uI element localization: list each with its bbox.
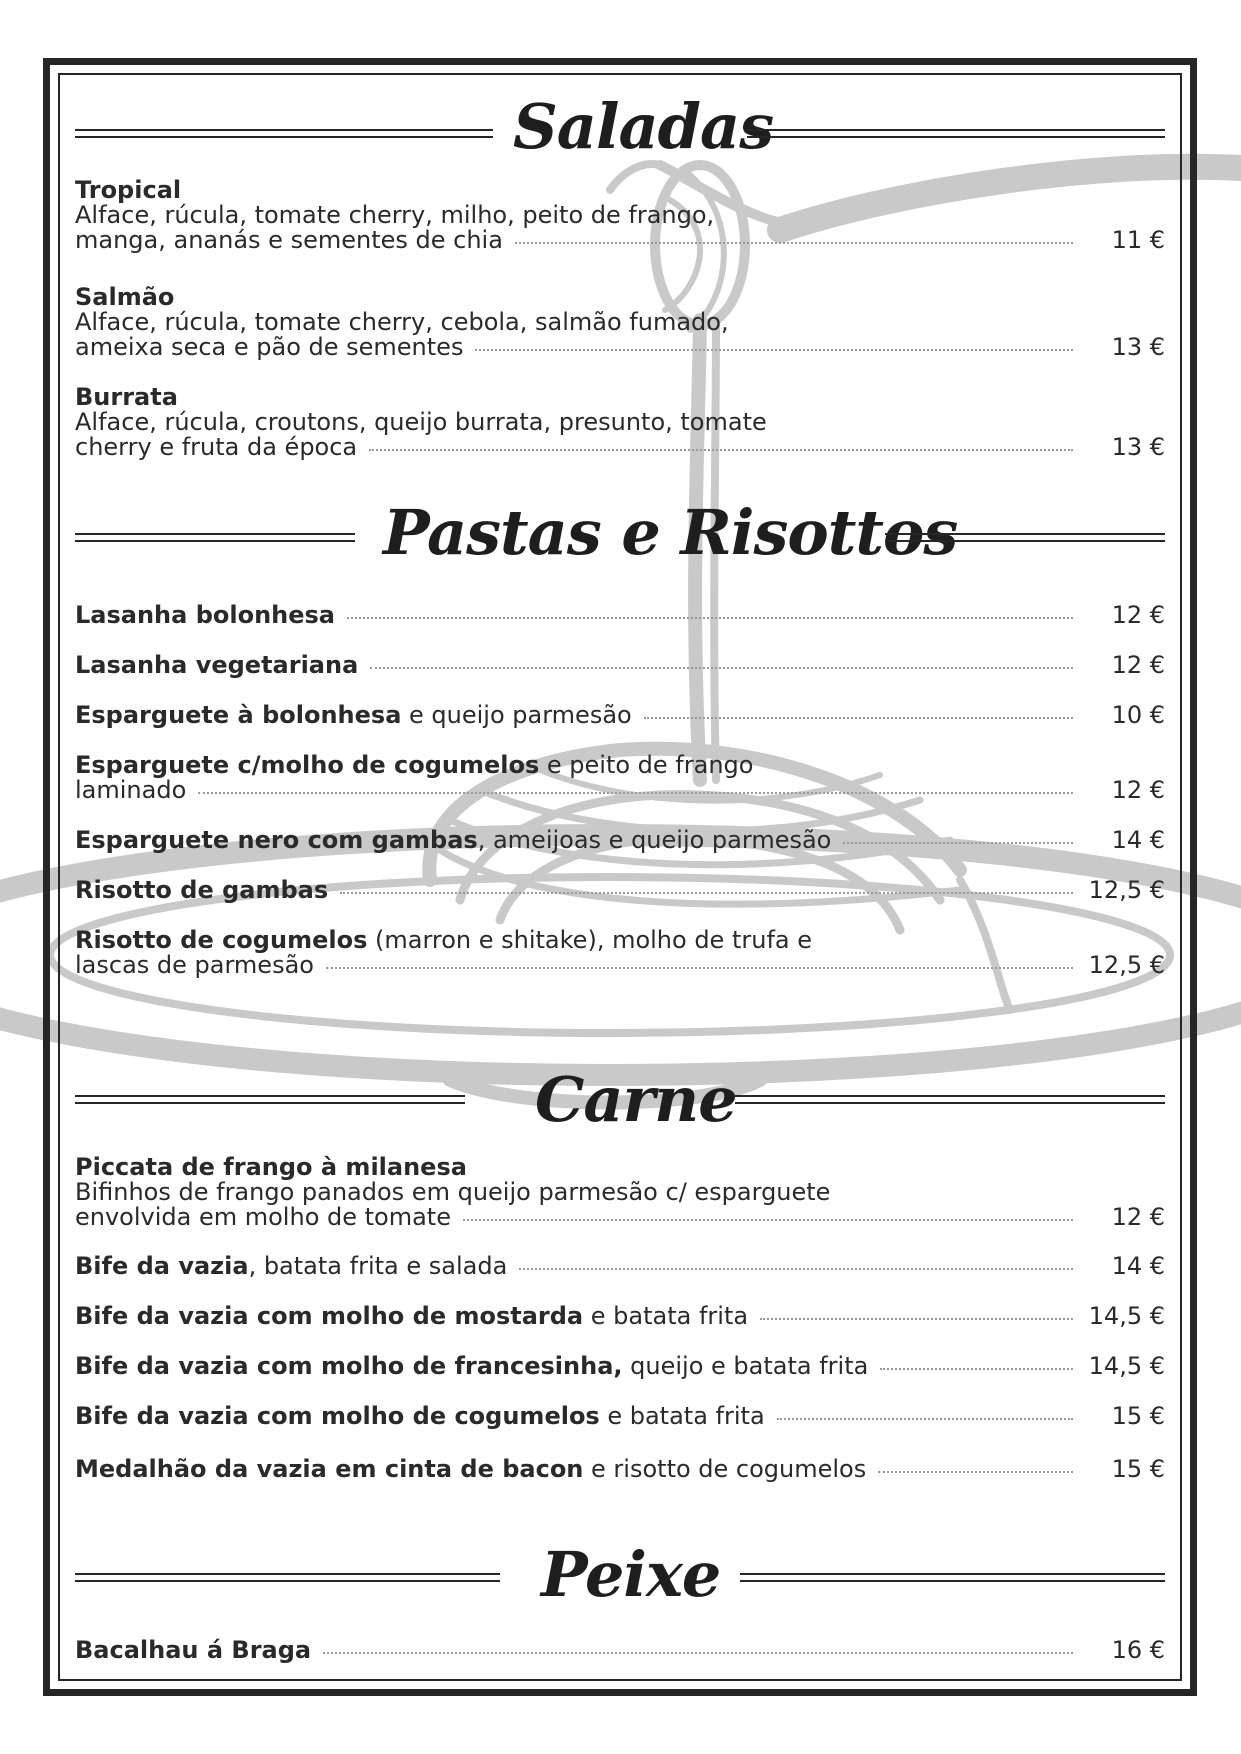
item-name: Burrata bbox=[75, 383, 178, 411]
item-description: Alface, rúcula, tomate cherry, milho, peito de frango, bbox=[75, 201, 715, 229]
item-description: laminado bbox=[75, 776, 187, 804]
header-rule-left bbox=[75, 1095, 465, 1104]
section-header-pastas bbox=[75, 488, 1165, 578]
item-price: 12 € bbox=[1111, 1203, 1165, 1231]
menu-item-bacalhau bbox=[75, 1638, 1165, 1663]
item-price: 10 € bbox=[1111, 701, 1165, 729]
item-description: lascas de parmesão bbox=[75, 951, 314, 979]
menu-item-risotto-cogumelos bbox=[75, 928, 1165, 978]
dotted-leader bbox=[198, 792, 1073, 794]
item-name: Medalhão da vazia em cinta de bacon bbox=[75, 1455, 584, 1483]
section-header-carne bbox=[75, 1055, 1165, 1145]
item-price: 11 € bbox=[1111, 226, 1165, 254]
dotted-leader bbox=[515, 242, 1073, 244]
menu-item-medalhao bbox=[75, 1457, 1165, 1482]
item-price: 14 € bbox=[1111, 1252, 1165, 1280]
menu-item-bife-mostarda bbox=[75, 1304, 1165, 1329]
header-rule-left bbox=[75, 1573, 500, 1582]
item-name: Risotto de cogumelos bbox=[75, 926, 368, 954]
item-description: ameixa seca e pão de sementes bbox=[75, 333, 464, 361]
item-price: 15 € bbox=[1111, 1402, 1165, 1430]
dotted-leader bbox=[777, 1418, 1073, 1420]
item-price: 12 € bbox=[1111, 601, 1165, 629]
item-description: Alface, rúcula, tomate cherry, cebola, salmão fumado, bbox=[75, 308, 729, 336]
dotted-leader bbox=[878, 1471, 1073, 1473]
menu-item-bife-francesinha bbox=[75, 1354, 1165, 1379]
item-name: Bife da vazia com molho de cogumelos bbox=[75, 1402, 600, 1430]
menu-item-esparguete-nero bbox=[75, 828, 1165, 853]
dotted-leader bbox=[519, 1268, 1073, 1270]
header-rule-right bbox=[885, 533, 1165, 542]
section-header-peixe bbox=[75, 1530, 1165, 1620]
item-name: Bacalhau á Braga bbox=[75, 1636, 312, 1664]
dotted-leader bbox=[347, 617, 1073, 619]
item-description: e risotto de cogumelos bbox=[583, 1455, 867, 1483]
menu-item-lasanha-bolonhesa bbox=[75, 603, 1165, 628]
item-description: queijo e batata frita bbox=[622, 1352, 869, 1380]
section-title-peixe: Peixe bbox=[541, 1538, 721, 1611]
item-name: Piccata de frango à milanesa bbox=[75, 1153, 467, 1181]
item-price: 14,5 € bbox=[1088, 1302, 1165, 1330]
header-rule-right bbox=[740, 1573, 1165, 1582]
item-price: 12 € bbox=[1111, 776, 1165, 804]
item-price: 12,5 € bbox=[1088, 876, 1165, 904]
menu-item-esparguete-bolonhesa bbox=[75, 703, 1165, 728]
dotted-leader bbox=[880, 1368, 1073, 1370]
item-description: envolvida em molho de tomate bbox=[75, 1203, 451, 1231]
section-title-pastas: Pastas e Risottos bbox=[383, 496, 958, 569]
item-price: 13 € bbox=[1111, 333, 1165, 361]
item-name: Salmão bbox=[75, 283, 175, 311]
menu-item-risotto-gambas bbox=[75, 878, 1165, 903]
item-name: Bife da vazia com molho de francesinha, bbox=[75, 1352, 623, 1380]
dotted-leader bbox=[323, 1652, 1073, 1654]
dotted-leader bbox=[370, 667, 1073, 669]
menu-item-lasanha-vegetariana bbox=[75, 653, 1165, 678]
item-name: Tropical bbox=[75, 176, 182, 204]
item-description: e peito de frango bbox=[539, 751, 754, 779]
item-name: Lasanha vegetariana bbox=[75, 651, 359, 679]
item-name: Esparguete c/molho de cogumelos bbox=[75, 751, 540, 779]
dotted-leader bbox=[644, 717, 1073, 719]
menu-item-tropical bbox=[75, 178, 1165, 253]
item-price: 12,5 € bbox=[1088, 951, 1165, 979]
item-price: 15 € bbox=[1111, 1455, 1165, 1483]
dotted-leader bbox=[843, 842, 1073, 844]
item-name: Lasanha bolonhesa bbox=[75, 601, 336, 629]
item-price: 13 € bbox=[1111, 433, 1165, 461]
menu-item-bife-cogumelos bbox=[75, 1404, 1165, 1429]
menu-item-esparguete-cogumelos bbox=[75, 753, 1165, 803]
dotted-leader bbox=[475, 349, 1073, 351]
section-title-saladas: Saladas bbox=[513, 90, 774, 163]
item-description: Alface, rúcula, croutons, queijo burrata, presunto, tomate bbox=[75, 408, 767, 436]
item-description: e batata frita bbox=[599, 1402, 765, 1430]
dotted-leader bbox=[369, 449, 1073, 451]
item-name: Esparguete à bolonhesa bbox=[75, 701, 402, 729]
item-description: cherry e fruta da época bbox=[75, 433, 358, 461]
item-price: 14,5 € bbox=[1088, 1352, 1165, 1380]
item-description: Bifinhos de frango panados em queijo parmesão c/ esparguete bbox=[75, 1178, 831, 1206]
header-rule-right bbox=[747, 129, 1165, 138]
item-price: 14 € bbox=[1111, 826, 1165, 854]
item-description: , ameijoas e queijo parmesão bbox=[477, 826, 832, 854]
dotted-leader bbox=[326, 967, 1073, 969]
header-rule-left bbox=[75, 533, 355, 542]
item-description: manga, ananás e sementes de chia bbox=[75, 226, 503, 254]
header-rule-right bbox=[735, 1095, 1165, 1104]
dotted-leader bbox=[340, 892, 1073, 894]
menu-item-piccata bbox=[75, 1155, 1165, 1230]
item-price: 12 € bbox=[1111, 651, 1165, 679]
item-name: Bife da vazia com molho de mostarda bbox=[75, 1302, 584, 1330]
section-title-carne: Carne bbox=[535, 1063, 737, 1136]
item-name: Esparguete nero com gambas bbox=[75, 826, 478, 854]
item-description: (marron e shitake), molho de trufa e bbox=[367, 926, 812, 954]
item-description: , batata frita e salada bbox=[248, 1252, 508, 1280]
dotted-leader bbox=[463, 1219, 1073, 1221]
item-price: 16 € bbox=[1111, 1636, 1165, 1664]
item-name: Bife da vazia bbox=[75, 1252, 249, 1280]
item-name: Risotto de gambas bbox=[75, 876, 329, 904]
menu-item-bife-vazia bbox=[75, 1254, 1165, 1279]
menu-item-salmao bbox=[75, 285, 1165, 360]
item-description: e batata frita bbox=[583, 1302, 749, 1330]
header-rule-left bbox=[75, 129, 493, 138]
menu-item-burrata bbox=[75, 385, 1165, 460]
section-header-saladas bbox=[75, 82, 1165, 172]
dotted-leader bbox=[760, 1318, 1073, 1320]
item-description: e queijo parmesão bbox=[401, 701, 632, 729]
